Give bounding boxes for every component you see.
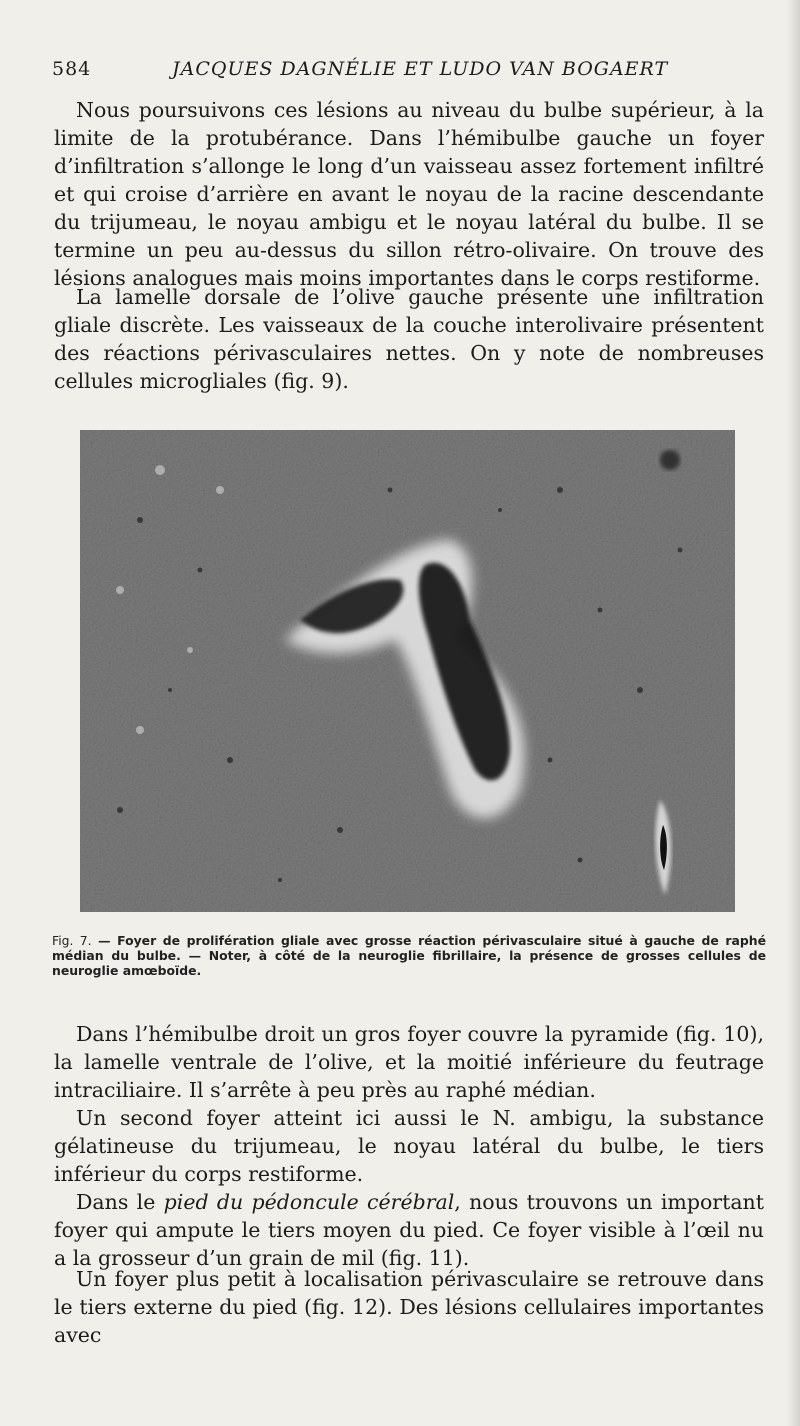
page-edge-shadow [786, 0, 800, 1426]
paragraph-bulbe-superieur: Nous poursuivons ces lésions au niveau du bulbe supérieur, à la limite de la protubérance. Dans l’hémibulbe gauche un foyer d’infiltration s’allonge le long d’un vaisseau assez fortement infiltré et qui croise d’arrière en avant le noyau de la racine descendante du trijumeau, le noyau ambigu et le noyau latéral du bulbe. Il se termine un peu au-dessus du sillon rétro-olivaire. On trouve des lésions analogues mais moins importantes dans le corps restiforme. [54, 98, 764, 290]
pied-text-before: Dans le [76, 1190, 164, 1214]
running-header [52, 58, 762, 88]
figure-caption [52, 933, 766, 978]
paragraph-second-foyer: Un second foyer atteint ici aussi le N. ambigu, la substance gélatineuse du trijumeau, le noyau latéral du bulbe, le tiers inférieur du corps restiforme. [54, 1106, 764, 1186]
figure-micrograph [80, 430, 735, 912]
figure-caption-label: Fig. 7. [52, 933, 92, 948]
paragraph-hemibulbe-droit: Dans l’hémibulbe droit un gros foyer couvre la pyramide (fig. 10), la lamelle ventrale de l’olive, et la moitié inférieure du feutrage intraciliaire. Il s’arrête à peu près au raphé médian. [54, 1022, 764, 1102]
running-title: JACQUES DAGNÉLIE ET LUDO VAN BOGAERT [172, 58, 669, 80]
paragraph-pied-pedoncule [54, 1188, 764, 1272]
micrograph-image [80, 430, 735, 912]
pied-italic-term: pied du pédoncule cérébral [163, 1190, 455, 1214]
paragraph-lamelle-dorsale: La lamelle dorsale de l’olive gauche présente une infiltration gliale discrète. Les vaisseaux de la couche interolivaire présentent des réactions périvasculaires nettes. On y note de nombreuses cellules microgliales (fig. 9). [54, 285, 764, 393]
paragraph-foyer-plus-petit: Un foyer plus petit à localisation périvasculaire se retrouve dans le tiers externe du pied (fig. 12). Des lésions cellulaires importantes avec [54, 1267, 764, 1347]
pied-text-after: , nous trouvons un important foyer qui ampute le tiers moyen du pied. Ce foyer visible à l’œil nu a la grosseur d’un grain de mil (fig. 11). [54, 1190, 764, 1270]
figure-caption-text: — Foyer de prolifération gliale avec grosse réaction périvasculaire situé à gauche de raphé médian du bulbe. — Noter, à côté de la neuroglie fibrillaire, la présence de grosses cellules de neuroglie amœboïde. [52, 933, 766, 978]
page-number: 584 [52, 58, 92, 80]
